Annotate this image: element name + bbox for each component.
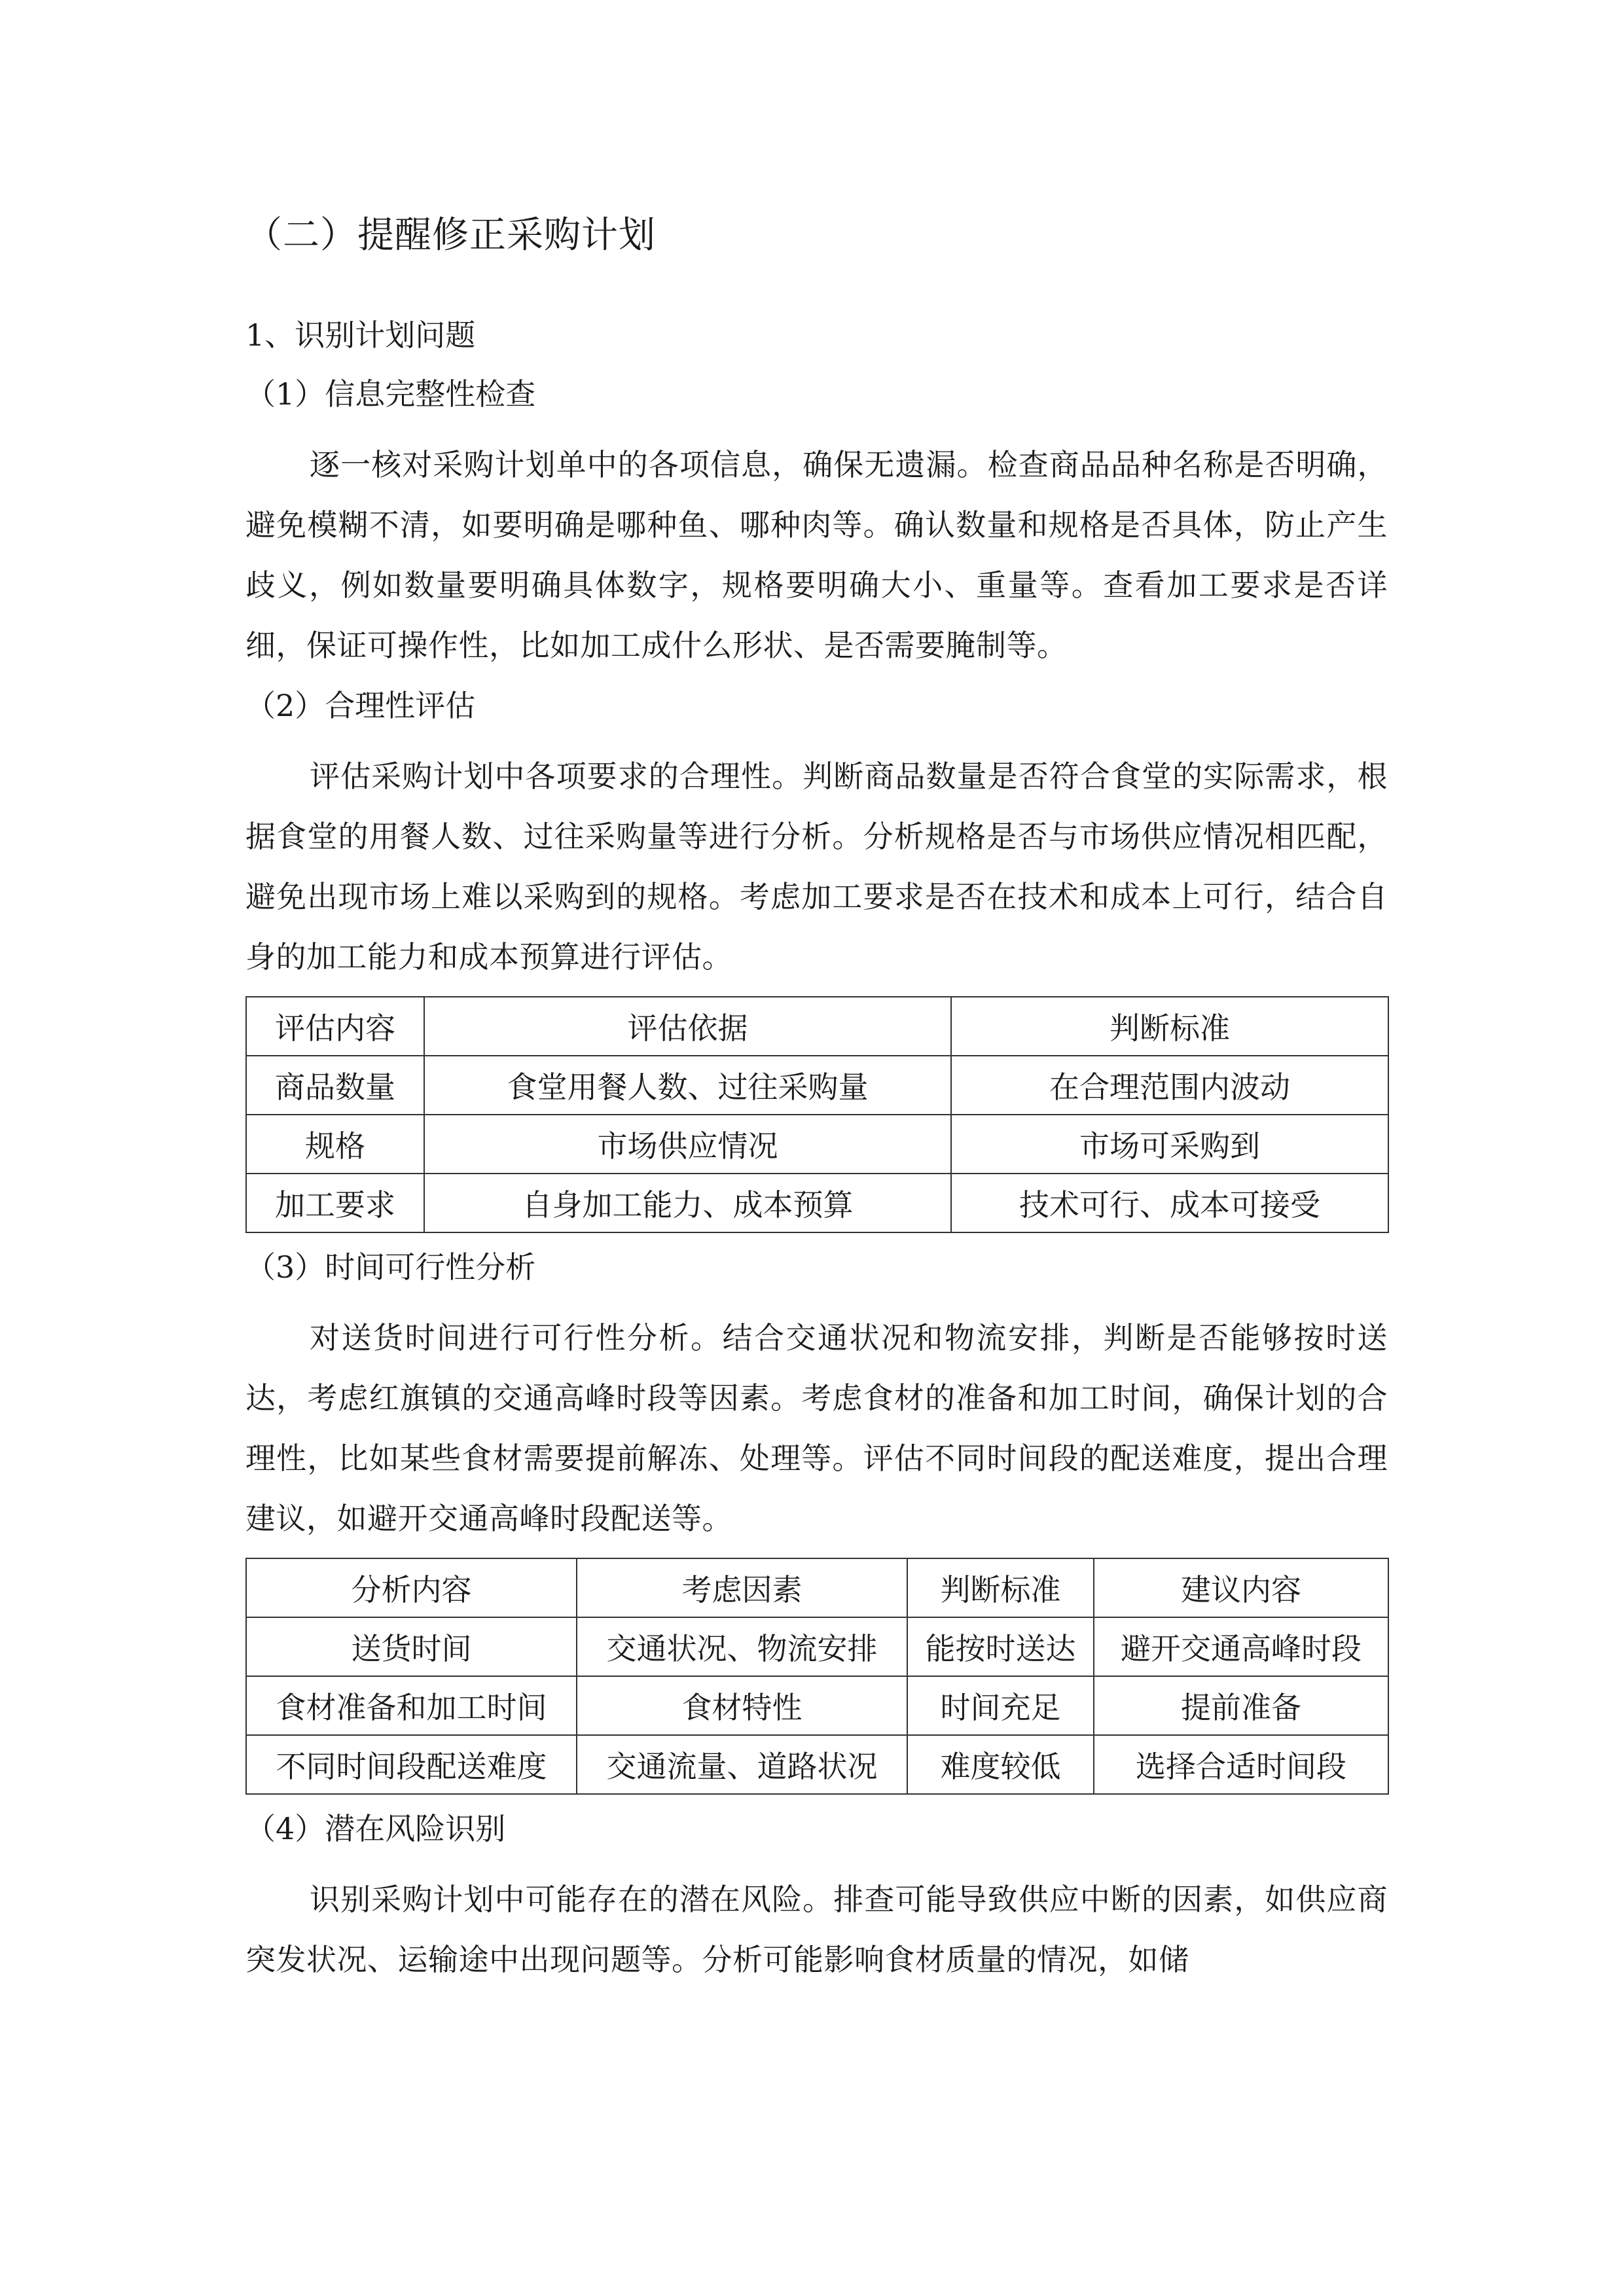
table-row xyxy=(246,1056,1388,1115)
table-cell: 不同时间段配送难度 xyxy=(246,1735,577,1794)
table-row xyxy=(246,1115,1388,1174)
table-cell: 加工要求 xyxy=(246,1174,424,1232)
item-title-time-feasibility: （3）时间可行性分析 xyxy=(245,1249,536,1285)
table-row xyxy=(246,1735,1388,1794)
table-cell: 食材准备和加工时间 xyxy=(246,1676,577,1735)
table-cell: 避开交通高峰时段 xyxy=(1094,1617,1388,1676)
table-cell: 市场可采购到 xyxy=(951,1115,1388,1174)
subsection-title: 1、识别计划问题 xyxy=(245,317,476,353)
table-row xyxy=(246,1174,1388,1232)
table-cell: 难度较低 xyxy=(907,1735,1094,1794)
paragraph-risk-identification: 识别采购计划中可能存在的潜在风险。排查可能导致供应中断的因素，如供应商突发状况、运输途中出现问题等。分析可能影响食材质量的情况，如储 xyxy=(245,1882,1388,1977)
table-cell: 市场供应情况 xyxy=(424,1115,951,1174)
item-title-reasonableness: （2）合理性评估 xyxy=(245,688,476,723)
table-time-feasibility xyxy=(245,1558,1389,1795)
table-row xyxy=(246,1617,1388,1676)
table-header-cell: 建议内容 xyxy=(1094,1558,1388,1617)
table-cell: 规格 xyxy=(246,1115,424,1174)
table-row xyxy=(246,1558,1388,1617)
table-cell: 提前准备 xyxy=(1094,1676,1388,1735)
table-row xyxy=(246,997,1388,1056)
table-header-cell: 评估依据 xyxy=(424,997,951,1056)
table-cell: 能按时送达 xyxy=(907,1617,1094,1676)
item-title-risk-identification: （4）潜在风险识别 xyxy=(245,1811,506,1846)
table-cell: 时间充足 xyxy=(907,1676,1094,1735)
table-header-cell: 分析内容 xyxy=(246,1558,577,1617)
table-cell: 技术可行、成本可接受 xyxy=(951,1174,1388,1232)
table-cell: 食堂用餐人数、过往采购量 xyxy=(424,1056,951,1115)
table-cell: 自身加工能力、成本预算 xyxy=(424,1174,951,1232)
table-row xyxy=(246,1676,1388,1735)
table-cell: 在合理范围内波动 xyxy=(951,1056,1388,1115)
paragraph-reasonableness: 评估采购计划中各项要求的合理性。判断商品数量是否符合食堂的实际需求，根据食堂的用餐人数、过往采购量等进行分析。分析规格是否与市场供应情况相匹配，避免出现市场上难以采购到的规格。考虑加工要求是否在技术和成本上可行，结合自身的加工能力和成本预算进行评估。 xyxy=(245,759,1388,975)
table-header-cell: 判断标准 xyxy=(907,1558,1094,1617)
table-header-cell: 考虑因素 xyxy=(577,1558,907,1617)
item-title-info-completeness: （1）信息完整性检查 xyxy=(245,376,536,412)
table-cell: 食材特性 xyxy=(577,1676,907,1735)
table-header-cell: 判断标准 xyxy=(951,997,1388,1056)
paragraph-time-feasibility: 对送货时间进行可行性分析。结合交通状况和物流安排，判断是否能够按时送达，考虑红旗镇的交通高峰时段等因素。考虑食材的准备和加工时间，确保计划的合理性，比如某些食材需要提前解冻、处理等。评估不同时间段的配送难度，提出合理建议，如避开交通高峰时段配送等。 xyxy=(245,1320,1388,1536)
table-cell: 交通状况、物流安排 xyxy=(577,1617,907,1676)
table-cell: 送货时间 xyxy=(246,1617,577,1676)
table-cell: 商品数量 xyxy=(246,1056,424,1115)
table-cell: 选择合适时间段 xyxy=(1094,1735,1388,1794)
paragraph-info-completeness: 逐一核对采购计划单中的各项信息，确保无遗漏。检查商品品种名称是否明确，避免模糊不清，如要明确是哪种鱼、哪种肉等。确认数量和规格是否具体，防止产生歧义，例如数量要明确具体数字，规格要明确大小、重量等。查看加工要求是否详细，保证可操作性，比如加工成什么形状、是否需要腌制等。 xyxy=(245,447,1388,663)
table-reasonableness-evaluation xyxy=(245,996,1389,1233)
document-content xyxy=(245,209,1388,1999)
table-header-cell: 评估内容 xyxy=(246,997,424,1056)
section-title: （二）提醒修正采购计划 xyxy=(245,214,656,257)
table-cell: 交通流量、道路状况 xyxy=(577,1735,907,1794)
